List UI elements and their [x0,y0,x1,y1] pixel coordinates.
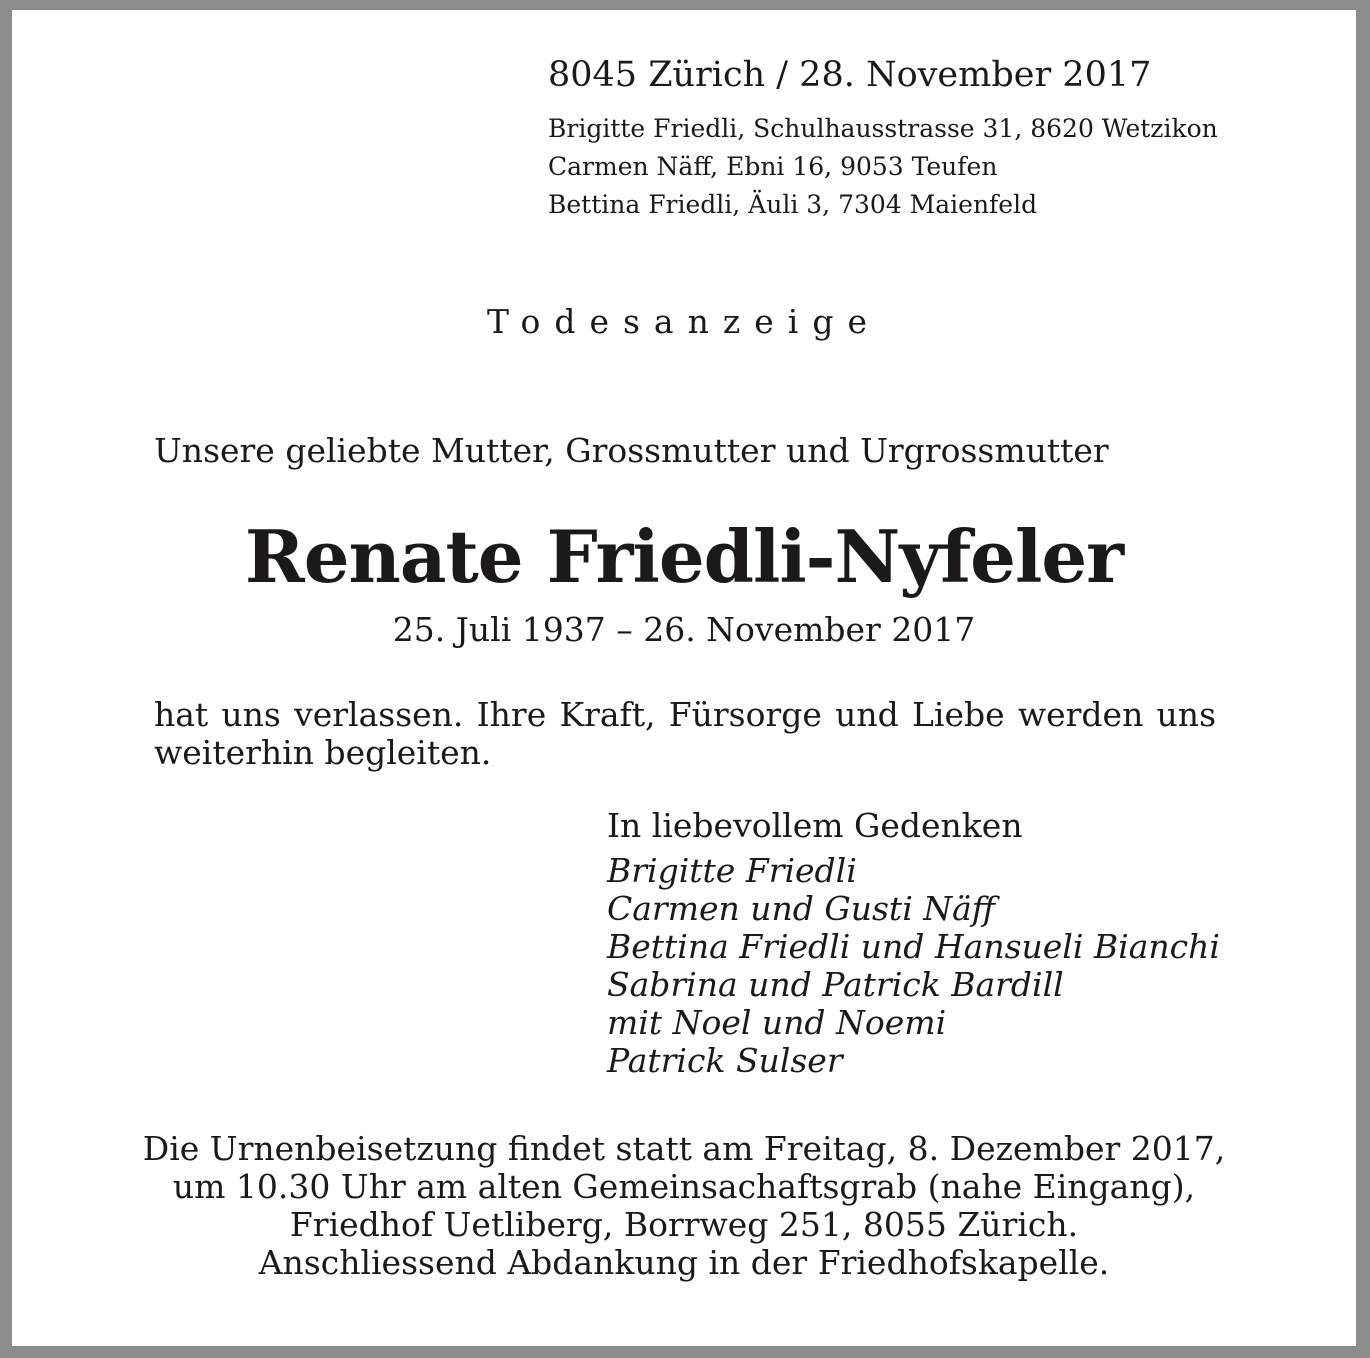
mourner-name: Carmen und Gusti Näff [607,889,996,928]
mourner-list [607,852,1220,1080]
memory-label: In liebevollem Gedenken [607,806,1023,845]
deceased-name: Renate Friedli-Nyfeler [244,514,1124,599]
address-line: Carmen Näff, Ebni 16, 9053 Teufen [548,152,998,181]
mourner-name: Patrick Sulser [607,1041,843,1080]
place-date: 8045 Zürich / 28. November 2017 [548,55,1152,95]
funeral-line: um 10.30 Uhr am alten Gemeinsachaftsgrab (nahe Eingang), [172,1167,1196,1206]
funeral-line: Anschliessend Abdankung in der Friedhofskapelle. [258,1243,1110,1282]
address-list [548,110,1218,224]
intro-text: Unsere geliebte Mutter, Grossmutter und Urgrossmutter [154,431,1109,470]
mourner-name: Sabrina und Patrick Bardill [607,965,1064,1004]
mourner-name: Brigitte Friedli [607,851,857,890]
address-line: Bettina Friedli, Äuli 3, 7304 Maienfeld [548,190,1038,219]
obituary-notice [12,10,1356,1346]
notice-heading: Todesanzeige [487,302,881,341]
funeral-line: Friedhof Uetliberg, Borrweg 251, 8055 Zürich. [289,1205,1079,1244]
message-text: hat uns verlassen. Ihre Kraft, Fürsorge und Liebe werden uns weiterhin begleiten. [154,695,1216,772]
life-dates: 25. Juli 1937 – 26. November 2017 [392,610,976,649]
funeral-line: Die Urnenbeisetzung findet statt am Freitag, 8. Dezember 2017, [142,1129,1226,1168]
mourner-name: mit Noel und Noemi [607,1003,947,1042]
mourner-name: Bettina Friedli und Hansueli Bianchi [607,927,1220,966]
funeral-details [12,1130,1356,1282]
address-line: Brigitte Friedli, Schulhausstrasse 31, 8620 Wetzikon [548,114,1218,143]
